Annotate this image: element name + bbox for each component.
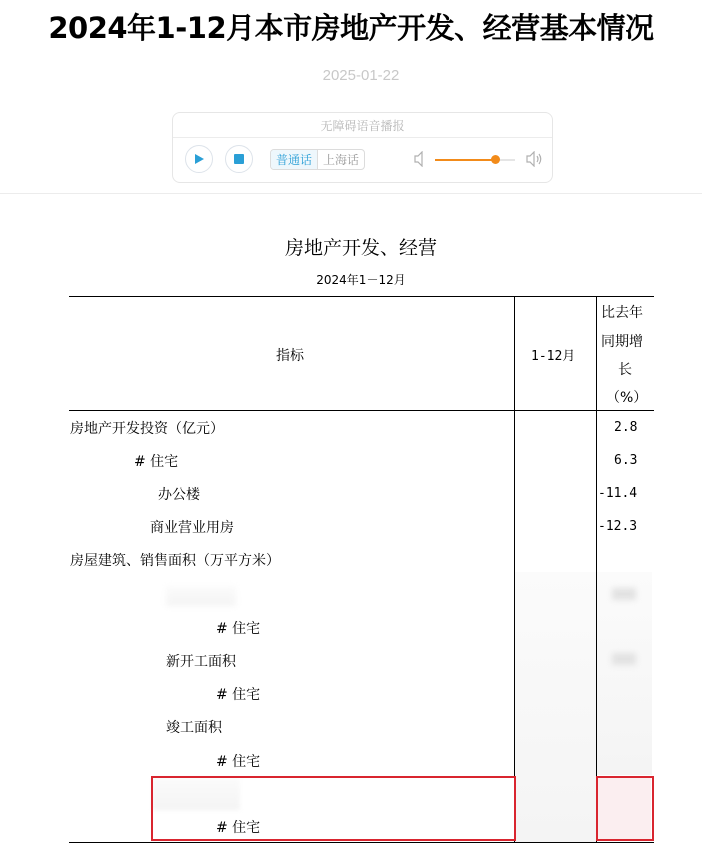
publish-date: 2025-01-22 <box>322 67 400 84</box>
table-header-rule <box>69 410 654 411</box>
dialect-shanghai-button[interactable]: 上海话 <box>317 150 364 169</box>
row-growth: -12.3 <box>598 519 638 534</box>
row-label: 竣工面积 <box>166 720 222 736</box>
document-period: 2024年1－12月 <box>316 273 406 287</box>
redacted-growth-value <box>612 653 636 665</box>
row-label: 商业营业用房 <box>150 520 234 536</box>
row-growth: 2.8 <box>614 420 638 435</box>
row-label: 新开工面积 <box>166 654 236 670</box>
header-growth-line1: 比去年 <box>601 305 643 321</box>
row-growth: 6.3 <box>614 453 638 468</box>
row-label: # 住宅 <box>134 454 179 470</box>
row-label: 房地产开发投资（亿元） <box>70 421 224 437</box>
redacted-label <box>166 586 236 606</box>
row-label: 办公楼 <box>158 487 200 503</box>
redacted-value-column <box>515 572 596 842</box>
redacted-growth-column <box>597 572 652 775</box>
header-indicator: 指标 <box>276 348 304 364</box>
document-title: 房地产开发、经营 <box>284 237 437 259</box>
player-label: 无障碍语音播报 <box>320 119 405 133</box>
page-title: 2024年1-12月本市房地产开发、经营基本情况 <box>48 11 654 45</box>
header-growth-line3: 长 <box>618 362 632 378</box>
row-growth: -11.4 <box>598 486 638 501</box>
header-period: 1-12月 <box>531 349 576 364</box>
highlight-box-growth <box>596 776 654 841</box>
row-label: # 住宅 <box>216 687 261 703</box>
row-label: # 住宅 <box>216 820 261 836</box>
row-label: # 住宅 <box>216 754 261 770</box>
highlight-box-label <box>151 776 516 841</box>
dialect-mandarin-button[interactable]: 普通话 <box>271 150 317 169</box>
table-top-rule <box>69 296 654 297</box>
row-label: 房屋建筑、销售面积（万平方米） <box>70 553 280 569</box>
row-label: # 住宅 <box>216 621 261 637</box>
table-bottom-rule <box>69 842 654 843</box>
redacted-growth-value <box>612 588 636 600</box>
header-growth-line4: （%） <box>606 390 648 406</box>
header-growth-line2: 同期增 <box>601 334 643 350</box>
